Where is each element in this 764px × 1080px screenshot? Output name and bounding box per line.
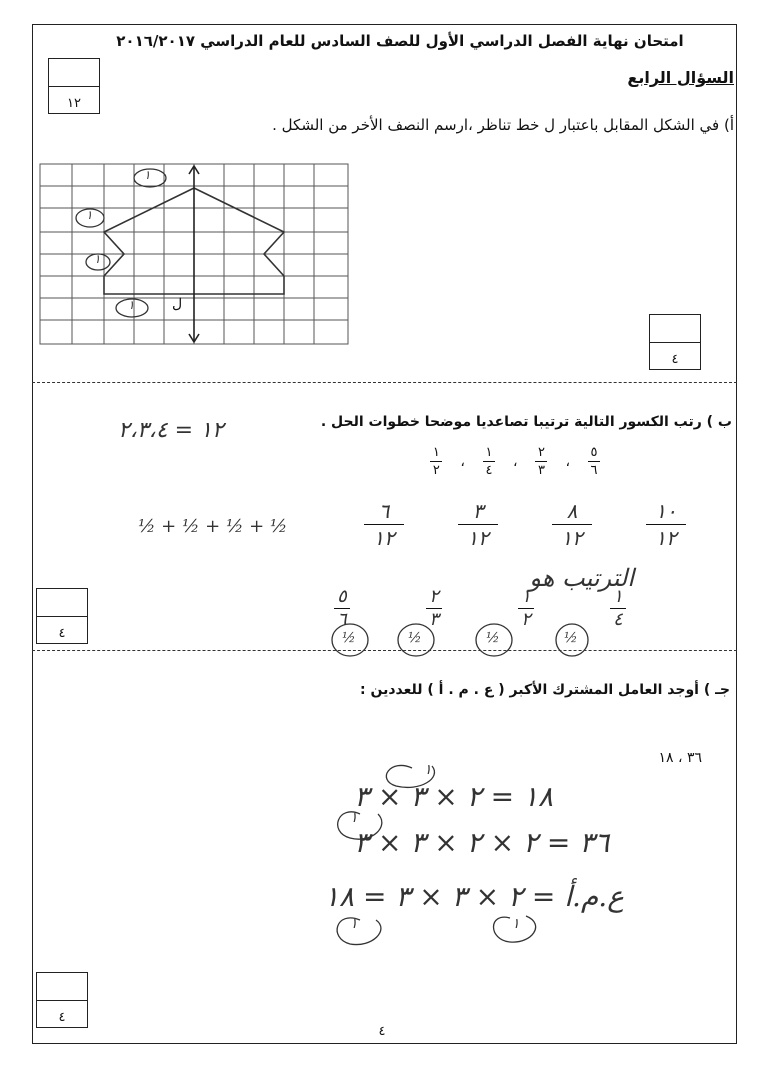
part-c-score-box: [36, 972, 88, 1028]
total-score-box: [48, 58, 100, 114]
half-mark-circles: [326, 618, 626, 662]
equivalent-fraction: $\frac{٦}{١٢}$: [364, 500, 404, 549]
given-fractions: $\frac{٥}{٦}$ ، $\frac{٢}{٣}$ ، $\frac{١}{٤}$ ، $\frac{١}{٢}$: [426, 446, 604, 477]
equivalent-fraction: $\frac{٣}{١٢}$: [458, 500, 498, 549]
mark-c-4: ١: [512, 916, 520, 932]
exam-title: امتحان نهاية الفصل الدراسي الأول للصف السادس للعام الدراسي ٢٠١٦/٢٠١٧: [116, 32, 684, 50]
mark-c-1: ١: [424, 762, 432, 778]
handwritten-equivalents: [360, 500, 690, 549]
part-a-score-box: [649, 314, 701, 370]
equivalent-fraction: $\frac{١٠}{١٢}$: [646, 500, 686, 549]
fraction: $\frac{٥}{٦}$: [588, 446, 600, 477]
factorization-18: ١٨ = ٢ × ٣ × ٣: [354, 780, 554, 813]
axis-label: ل: [172, 296, 183, 312]
part-b-score: ٤: [58, 626, 66, 641]
question-heading: السؤال الرابع: [627, 68, 734, 87]
handwritten-order-label: الترتيب هو: [529, 564, 634, 592]
total-score: ١٢: [67, 96, 81, 111]
handwritten-lcm: ١٢ = ٢،٣،٤: [118, 418, 224, 443]
half-mark: ½: [408, 630, 422, 646]
part-b-score-box: [36, 588, 88, 644]
part-c-mark-circles: [320, 752, 660, 952]
fraction: $\frac{٢}{٣}$: [535, 446, 547, 477]
divider-2: [32, 650, 737, 651]
half-mark: ½: [486, 630, 500, 646]
mark-c-3: ١: [350, 916, 358, 932]
part-b-question: ب ) رتب الكسور التالية ترتيبا تصاعديا موضحا خطوات الحل .: [320, 414, 732, 430]
half-mark: ½: [564, 630, 578, 646]
ordered-fraction: $\frac{٥}{٦}$: [334, 588, 350, 629]
mark-c-2: ١: [350, 810, 358, 826]
factorization-36: ٣٦ = ٢ × ٢ × ٣ × ٣: [354, 826, 610, 859]
part-a-score: ٤: [671, 352, 679, 367]
part-c-question: جـ ) أوجد العامل المشترك الأكبر ( ع . م . أ ) للعددين :: [360, 682, 730, 698]
part-a-question: أ) في الشكل المقابل باعتبار ل خط تناظر ،ارسم النصف الأخر من الشكل .: [272, 116, 734, 134]
mark-a-3: ١: [94, 252, 101, 266]
mark-a-1: ١: [144, 168, 151, 182]
grid-figure: [38, 160, 358, 350]
handwritten-side: ½ + ½ + ½ + ½: [138, 516, 288, 537]
divider-1: [32, 382, 737, 383]
page-number: ٤: [378, 1024, 386, 1039]
ordered-fraction: $\frac{١}{٢}$: [518, 588, 534, 629]
mark-a-2: ١: [86, 208, 93, 222]
ordered-fraction: $\frac{١}{٤}$: [610, 588, 626, 629]
part-c-score: ٤: [58, 1010, 66, 1025]
fraction: $\frac{١}{٢}$: [430, 446, 442, 477]
ordered-fraction: $\frac{٢}{٣}$: [426, 588, 442, 629]
given-numbers: ٣٦ ، ١٨: [658, 750, 702, 766]
gcf-result: ع.م.أ = ٢ × ٣ × ٣ = ١٨: [324, 880, 624, 913]
equivalent-fraction: $\frac{٨}{١٢}$: [552, 500, 592, 549]
fraction: $\frac{١}{٤}$: [483, 446, 495, 477]
half-mark: ½: [342, 630, 356, 646]
mark-a-4: ١: [128, 298, 135, 312]
